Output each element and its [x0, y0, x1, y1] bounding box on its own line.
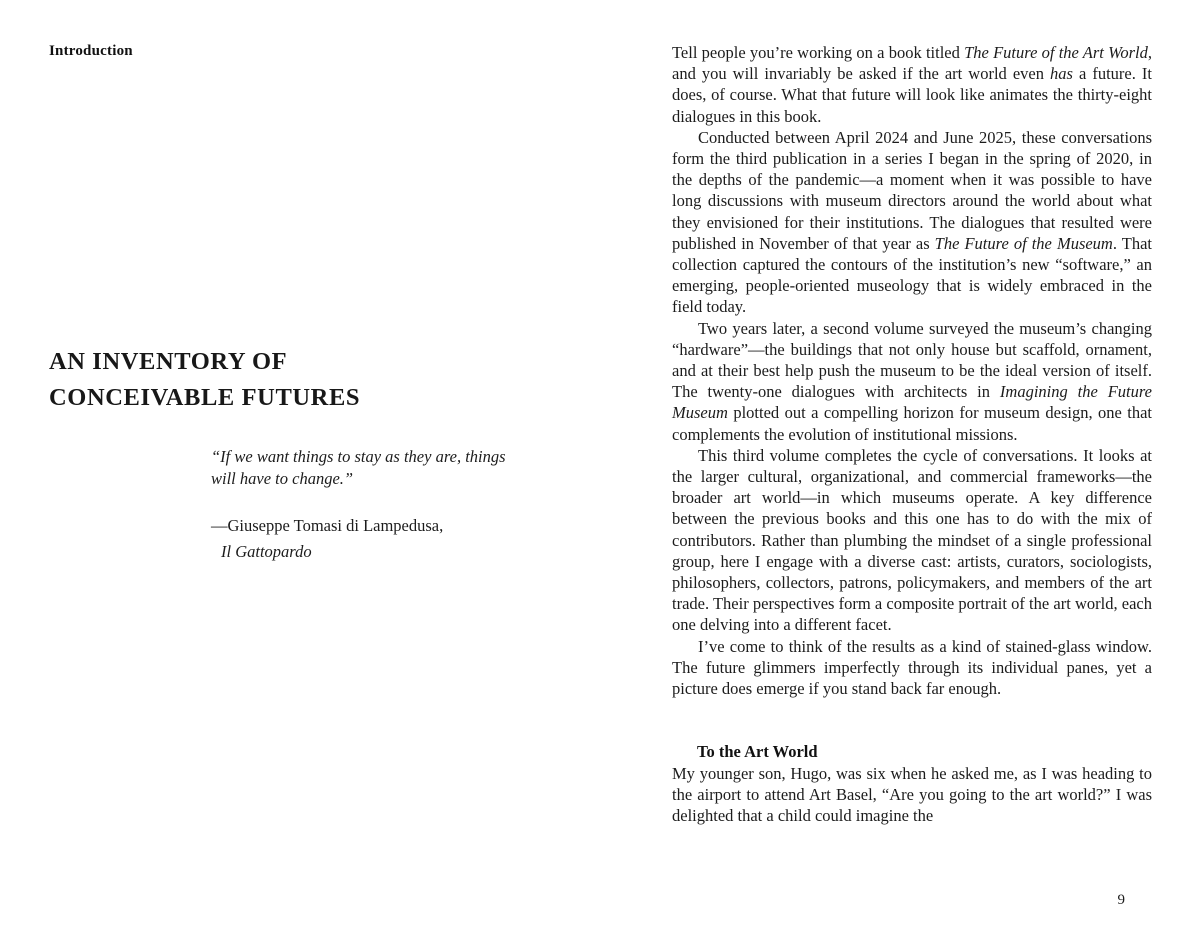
- body-text: [672, 42, 1152, 826]
- chapter-title-line-2: CONCEIVABLE FUTURES: [49, 384, 361, 411]
- page-number: 9: [1117, 892, 1125, 908]
- paragraph-1: Tell people you’re working on a book titled The Future of the Art World, and you will invariably be asked if the art world even has a future. It does, of course. What that future will look like animates the thirty-eight dialogues in this book.: [672, 43, 1152, 126]
- closing-paragraph: My younger son, Hugo, was six when he asked me, as I was heading to the airport to attend Art Basel, “Are you going to the art world?” I was delighted that a child could imagine the: [672, 763, 1152, 825]
- epigraph-quote-line-1: “If we want things to stay as they are, things: [211, 447, 506, 466]
- paragraph-4: This third volume completes the cycle of conversations. It looks at the larger cultural, organizational, and commercial frameworks—the broader art world—in which museums operate. A key difference between the previous books and this one has to do with the mix of contributors. Rather than plumbing the mindset of a single professional group, here I engage with a diverse cast: artists, curators, sociologists, philosophers, collectors, patrons, policymakers, and members of the art trade. Their perspectives form a composite portrait of the art world, each one delving into a different facet.: [672, 445, 1152, 635]
- epigraph-attribution: —Giuseppe Tomasi di Lampedusa,: [211, 516, 444, 535]
- epigraph-source: Il Gattopardo: [221, 541, 312, 561]
- paragraph-2: Conducted between April 2024 and June 2025, these conversations form the third publication in a series I began in the spring of 2020, in the depths of the pandemic—a moment when it was possible to have long discussions with museum directors around the world about what they envisioned for their institutions. The dialogues that resulted were published in November of that year as The Future of the Museum. That collection captured the contours of the institution’s new “software,” an emerging, people-oriented museology that is widely embraced in the field today.: [672, 127, 1152, 317]
- chapter-title-line-1: AN INVENTORY OF: [49, 348, 288, 375]
- paragraph-5: I’ve come to think of the results as a kind of stained-glass window. The future glimmers imperfectly through its individual panes, yet a picture does emerge if you stand back far enough.: [672, 636, 1152, 699]
- epigraph-quote: [211, 446, 541, 489]
- section-heading: To the Art World: [697, 742, 818, 762]
- epigraph: [211, 446, 541, 562]
- chapter-title: [49, 344, 360, 416]
- paragraph-3: Two years later, a second volume surveyed the museum’s changing “hardware”—the buildings that not only house but scaffold, ornament, and at their best help push the museum to be the ideal version of itself. The twenty-one dialogues with architects in Imagining the Future Museum plotted out a compelling horizon for museum design, one that complements the evolution of institutional missions.: [672, 318, 1152, 444]
- running-head: Introduction: [49, 43, 133, 59]
- epigraph-quote-line-2: will have to change.”: [211, 468, 354, 488]
